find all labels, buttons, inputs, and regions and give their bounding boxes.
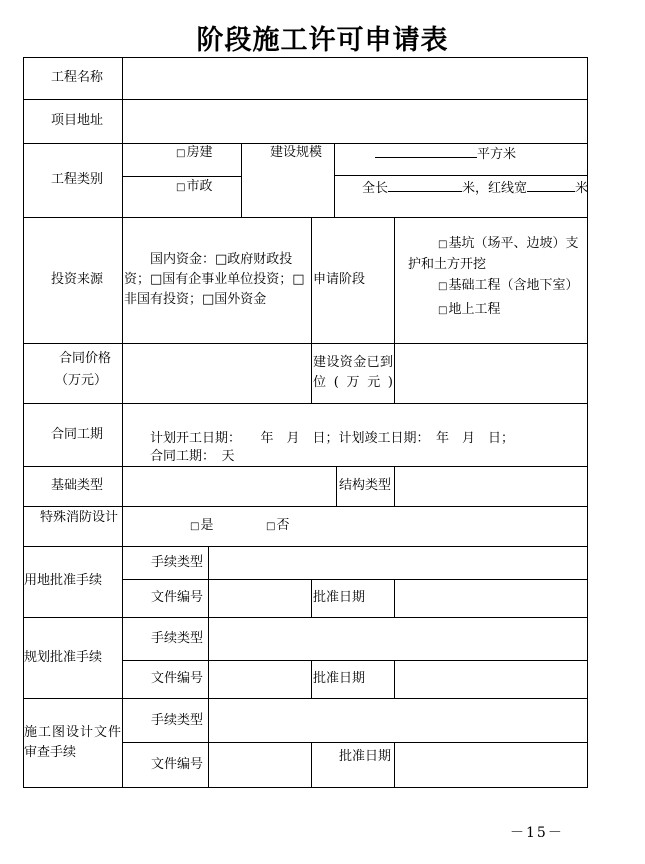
length-unit: 米 — [575, 181, 589, 196]
foundation-type-label: 基础类型 — [51, 478, 104, 493]
contract-duration[interactable]: 合同工期： 天 — [150, 449, 235, 464]
planning-approval-date-label: 批准日期 — [313, 671, 366, 686]
contract-price-label: 合同价格 — [59, 351, 112, 366]
length-prefix: 全长 — [362, 181, 389, 196]
page-number: －15－ — [510, 825, 564, 841]
phase-label: 申请阶段 — [313, 272, 366, 287]
project-type-label: 工程类别 — [51, 172, 104, 187]
funds-available-label: 建设资金已到位(万元) — [313, 355, 393, 390]
length-blank[interactable] — [388, 177, 462, 192]
checkbox-icon: □ — [176, 148, 186, 159]
building-checkbox[interactable] — [176, 143, 212, 164]
drawing-review-label: 施工图设计文件审查手续 — [24, 725, 121, 760]
fire-no-label: 否 — [276, 518, 290, 533]
project-address-label: 项目地址 — [51, 113, 104, 128]
drawing-approval-date-label: 批准日期 — [339, 749, 392, 764]
area-unit: 平方米 — [477, 147, 517, 162]
project-name-label: 工程名称 — [51, 70, 104, 85]
area-blank[interactable] — [375, 143, 477, 158]
building-option-label: 房建 — [186, 145, 213, 160]
length-mid: 米，红线宽 — [462, 181, 528, 196]
municipal-option-label: 市政 — [186, 179, 213, 194]
checkbox-icon: □ — [438, 239, 448, 250]
investment-label: 投资来源 — [51, 272, 104, 287]
contract-period-label: 合同工期 — [51, 427, 104, 442]
contract-price-unit: （万元） — [55, 373, 108, 388]
page-title: 阶段施工许可申请表 — [196, 25, 449, 56]
municipal-checkbox[interactable] — [176, 177, 212, 198]
phase-option-excavation[interactable] — [408, 234, 586, 275]
planning-proc-type-label: 手续类型 — [151, 631, 204, 646]
phase-1-label: 基坑（场平、边坡）支护和土方开挖 — [408, 236, 579, 272]
fire-no-checkbox[interactable] — [266, 516, 289, 537]
checkbox-icon: □ — [266, 521, 276, 532]
land-doc-no-label: 文件编号 — [151, 590, 204, 605]
planning-doc-no-label: 文件编号 — [151, 671, 204, 686]
redline-width-blank[interactable] — [527, 177, 575, 192]
drawing-proc-type-label: 手续类型 — [151, 713, 204, 728]
land-proc-type-label: 手续类型 — [151, 555, 204, 570]
phase-3-label: 地上工程 — [448, 302, 501, 317]
phase-2-label: 基础工程（含地下室） — [448, 278, 579, 293]
land-approval-date-label: 批准日期 — [313, 590, 366, 605]
area-field[interactable] — [375, 143, 516, 165]
structure-type-label: 结构类型 — [339, 478, 392, 493]
fire-yes-checkbox[interactable] — [190, 516, 213, 537]
planning-approval-label: 规划批准手续 — [24, 650, 103, 665]
phase-option-above-ground[interactable] — [438, 300, 500, 321]
scale-label: 建设规模 — [270, 145, 323, 160]
investment-options[interactable]: 国内资金：□政府财政投资；□国有企事业单位投资；□非国有投资；□国外资金 — [124, 252, 305, 307]
fire-yes-label: 是 — [200, 518, 214, 533]
application-form — [23, 57, 588, 788]
checkbox-icon: □ — [176, 182, 186, 193]
planned-dates[interactable]: 计划开工日期： 年 月 日；计划竣工日期： 年 月 日； — [150, 431, 515, 446]
checkbox-icon: □ — [438, 305, 448, 316]
drawing-doc-no-label: 文件编号 — [151, 757, 204, 772]
phase-option-foundation[interactable] — [438, 276, 578, 297]
length-field[interactable] — [362, 177, 588, 199]
checkbox-icon: □ — [438, 281, 448, 292]
land-approval-label: 用地批准手续 — [24, 573, 103, 588]
fire-design-label: 特殊消防设计 — [39, 510, 118, 525]
checkbox-icon: □ — [190, 521, 200, 532]
